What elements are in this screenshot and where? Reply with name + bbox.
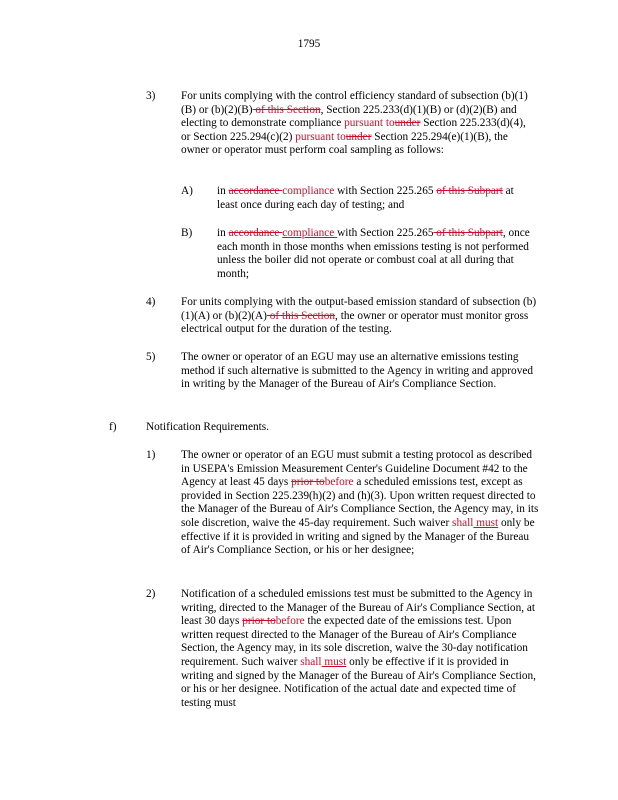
section-heading: [146, 421, 536, 435]
body-text: , Section 225.233(d)(1)(B) or (d)(2)(B) and electing to demonstrate compliance: [181, 103, 517, 130]
body-text: in: [217, 185, 229, 197]
body-text: a scheduled emissions test, except as provided in Section 225.239(h)(2) and (h)(3). Upon written request directed to the Manager of the Bureau of Air's Compliance Section, the Agency may, in its sole discretion, waive the 45-day requirement. Such waiver: [181, 476, 539, 529]
deleted-text: accordance: [228, 227, 283, 239]
deleted-text: of this Section: [252, 103, 321, 116]
item-text: [181, 296, 537, 337]
body-text: Section 225.294(e)(1)(B), the owner or operator must perform coal sampling as follows:: [181, 130, 508, 157]
inserted-text: shall: [452, 516, 474, 529]
body-text: the expected date of the emissions test. Upon written request directed to the Manager of the Bureau of Air's Compliance Section, the Agency may, in its sole discretion, waive the 30-day notification requirement. Such waiver: [181, 615, 528, 668]
item-text: [181, 588, 537, 710]
inserted-text: compliance: [282, 185, 335, 197]
body-text: in: [217, 227, 229, 239]
page-number: 1795: [297, 38, 321, 50]
deleted-text: accordance: [228, 185, 283, 197]
body-text: only be effective if it is provided in writing and signed by the Manager of the Bureau of Air's Compliance Section, or his or her designee. Notification of the actual date and expected time of testing must: [181, 655, 536, 709]
item-label: 3): [146, 90, 156, 102]
body-text: with Section 225.265: [337, 227, 434, 239]
body-text: Notification of a scheduled emissions test must be submitted to the Agency in writing, directed to the Manager of the Bureau of Air's Compliance Section, at least 30 days: [181, 588, 536, 628]
inserted-text: must: [473, 516, 499, 529]
item-text: [217, 227, 537, 281]
item-text: [217, 185, 537, 212]
item-label: B): [181, 227, 193, 239]
inserted-text: before: [324, 476, 354, 489]
item-text: [181, 90, 537, 158]
body-text: at least once during each day of testing; and: [217, 185, 514, 211]
item-text: [181, 351, 537, 392]
inserted-text: pursuant to: [295, 130, 346, 143]
body-text: Section 225.233(d)(4), or Section 225.294(c)(2): [181, 117, 526, 143]
body-text: Notification Requirements.: [146, 421, 269, 433]
body-text: , once each month in those months when emissions testing is not performed unless the boiler did not operate or combust coal at all during that month;: [217, 227, 530, 280]
deleted-text: under: [345, 130, 372, 143]
item-label: 4): [146, 296, 156, 308]
inserted-text: compliance: [282, 227, 338, 239]
item-label: 5): [146, 351, 156, 363]
deleted-text: prior to: [242, 615, 276, 628]
body-text: with Section 225.265: [334, 185, 437, 197]
deleted-text: of this Subpart: [433, 227, 503, 239]
body-text: The owner or operator of an EGU may use an alternative emissions testing method if such alternative is submitted to the Agency in writing and approved in writing by the Manager of the Bureau of Air's Compliance Section.: [181, 351, 534, 391]
deleted-text: under: [394, 117, 421, 130]
inserted-text: shall: [300, 655, 322, 668]
deleted-text: of this Section: [266, 309, 336, 322]
body-text: For units complying with the output-based emission standard of subsection (b)(1)(A) or (b)(2)(A): [181, 296, 537, 322]
deleted-text: of this Subpart: [436, 185, 503, 197]
item-text: [181, 449, 541, 558]
body-text: , the owner or operator must monitor gross electrical output for the duration of the testing.: [181, 309, 529, 336]
item-label: f): [109, 421, 117, 433]
inserted-text: pursuant to: [344, 117, 395, 130]
item-label: 1): [146, 449, 156, 461]
body-text: For units complying with the control efficiency standard of subsection (b)(1)(B) or (b)(2)(B): [181, 90, 528, 116]
body-text: The owner or operator of an EGU must submit a testing protocol as described in USEPA's Emission Measurement Center's Guideline Document #42 to the Agency at least 45 days: [181, 449, 533, 489]
inserted-text: before: [275, 615, 305, 628]
item-label: 2): [146, 588, 156, 600]
item-label: A): [181, 185, 193, 197]
deleted-text: prior to: [291, 476, 325, 489]
inserted-text: must: [321, 655, 347, 668]
body-text: only be effective if it is provided in writing and signed by the Manager of the Bureau of Air's Compliance Section, or his or her designee;: [181, 516, 535, 557]
